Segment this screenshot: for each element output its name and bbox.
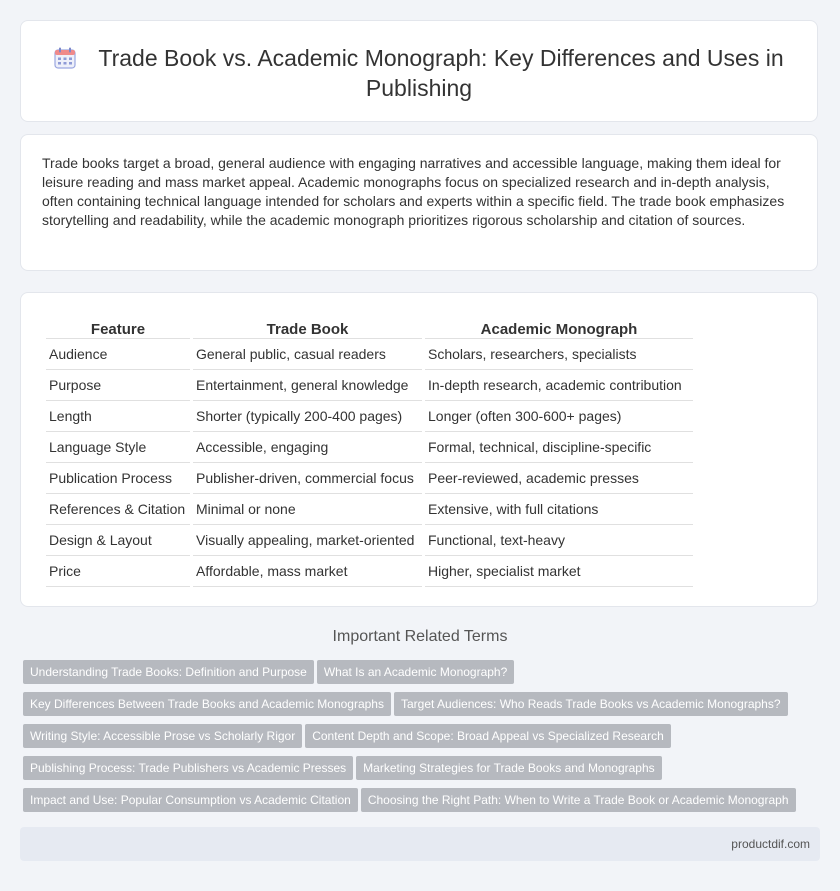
cell-academic-monograph: Scholars, researchers, specialists <box>425 339 693 370</box>
cell-academic-monograph: Longer (often 300-600+ pages) <box>425 401 693 432</box>
table-row <box>46 432 693 463</box>
cell-trade-book: Affordable, mass market <box>193 556 422 587</box>
comparison-table-card <box>20 292 818 607</box>
related-terms-heading: Important Related Terms <box>332 628 508 645</box>
page-title-text: Trade Book vs. Academic Monograph: Key Differences and Uses in Publishing <box>98 45 784 101</box>
calendar-icon <box>54 47 76 69</box>
related-term-tag[interactable]: Key Differences Between Trade Books and Academic Monographs <box>23 692 391 716</box>
cell-academic-monograph: Formal, technical, discipline-specific <box>425 432 693 463</box>
related-term-tag[interactable]: Marketing Strategies for Trade Books and Monographs <box>356 756 662 780</box>
cell-feature: Design & Layout <box>46 525 190 556</box>
table-row <box>46 556 693 587</box>
cell-feature: Purpose <box>46 370 190 401</box>
table-header-row <box>46 315 693 339</box>
cell-trade-book: General public, casual readers <box>193 339 422 370</box>
cell-feature: Length <box>46 401 190 432</box>
related-term-tag[interactable]: Choosing the Right Path: When to Write a Trade Book or Academic Monograph <box>361 788 796 812</box>
related-term-tag[interactable]: Impact and Use: Popular Consumption vs Academic Citation <box>23 788 358 812</box>
cell-academic-monograph: In-depth research, academic contribution <box>425 370 693 401</box>
table-row <box>46 494 693 525</box>
table-row <box>46 370 693 401</box>
header-academic-monograph: Academic Monograph <box>425 315 693 339</box>
cell-trade-book: Minimal or none <box>193 494 422 525</box>
cell-feature: Price <box>46 556 190 587</box>
cell-feature: Audience <box>46 339 190 370</box>
cell-academic-monograph: Peer-reviewed, academic presses <box>425 463 693 494</box>
cell-feature: Publication Process <box>46 463 190 494</box>
cell-feature: Language Style <box>46 432 190 463</box>
table-row <box>46 463 693 494</box>
cell-trade-book: Entertainment, general knowledge <box>193 370 422 401</box>
cell-feature: References & Citation <box>46 494 190 525</box>
table-row <box>46 525 693 556</box>
cell-trade-book: Publisher-driven, commercial focus <box>193 463 422 494</box>
intro-card <box>20 134 818 271</box>
cell-academic-monograph: Extensive, with full citations <box>425 494 693 525</box>
related-term-tag[interactable]: Writing Style: Accessible Prose vs Scholarly Rigor <box>23 724 302 748</box>
related-term-tag[interactable]: Content Depth and Scope: Broad Appeal vs Specialized Research <box>305 724 671 748</box>
header-card <box>20 20 818 122</box>
cell-academic-monograph: Functional, text-heavy <box>425 525 693 556</box>
table-row <box>46 401 693 432</box>
page-title <box>41 43 797 103</box>
cell-trade-book: Accessible, engaging <box>193 432 422 463</box>
footer <box>20 827 820 861</box>
table-row <box>46 339 693 370</box>
cell-trade-book: Shorter (typically 200-400 pages) <box>193 401 422 432</box>
header-trade-book: Trade Book <box>193 315 422 339</box>
comparison-table <box>43 315 696 587</box>
intro-paragraph: Trade books target a broad, general audience with engaging narratives and accessible language, making them ideal for leisure reading and mass market appeal. Academic monographs focus on specialized research and in-depth analysis, often containing technical language intended for scholars and experts within a specific field. The trade book emphasizes storytelling and readability, while the academic monograph prioritizes rigorous scholarship and citation of sources. <box>42 155 785 228</box>
footer-site-link[interactable]: productdif.com <box>731 837 810 851</box>
cell-academic-monograph: Higher, specialist market <box>425 556 693 587</box>
related-term-tag[interactable]: Target Audiences: Who Reads Trade Books vs Academic Monographs? <box>394 692 788 716</box>
related-term-tag[interactable]: Publishing Process: Trade Publishers vs Academic Presses <box>23 756 353 780</box>
related-term-tag[interactable]: What Is an Academic Monograph? <box>317 660 514 684</box>
cell-trade-book: Visually appealing, market-oriented <box>193 525 422 556</box>
related-term-tag[interactable]: Understanding Trade Books: Definition and Purpose <box>23 660 314 684</box>
header-feature: Feature <box>46 315 190 339</box>
related-terms-list <box>23 660 823 820</box>
